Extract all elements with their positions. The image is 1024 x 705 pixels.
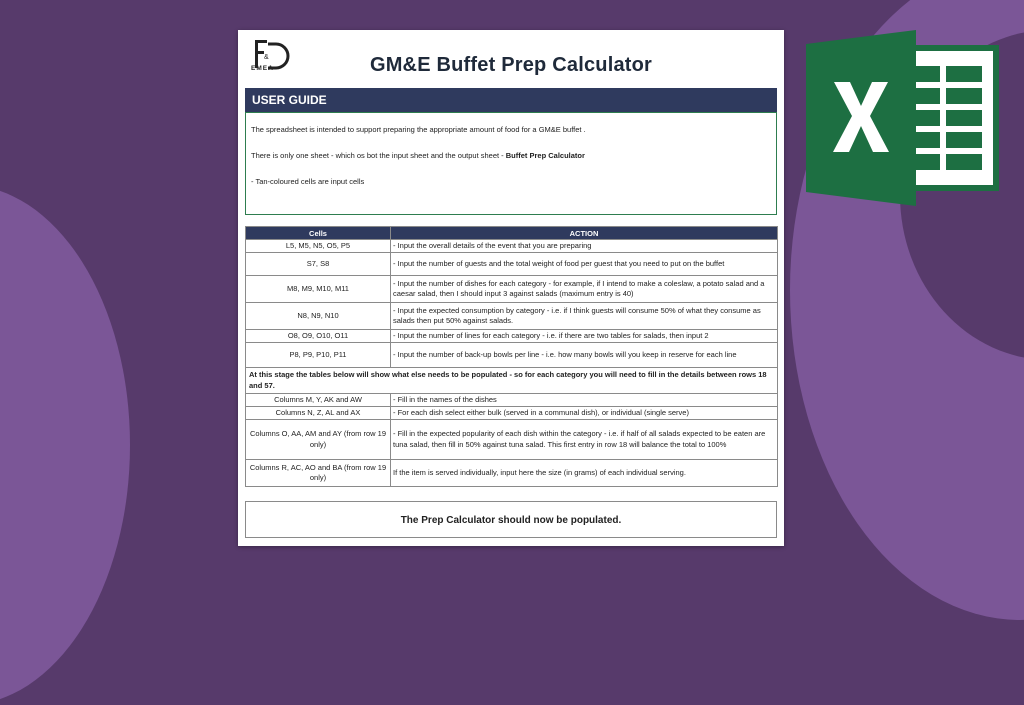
guide-line-1: The spreadsheet is intended to support preparing the appropriate amount of food for a GM&E buffet . xyxy=(251,125,586,134)
column-header-action: ACTION xyxy=(391,227,778,240)
table-row: S7, S8 - Input the number of guests and the total weight of food per guest that you need to put on the buffet xyxy=(246,253,778,276)
instructions-table xyxy=(245,226,778,487)
table-row: Columns M, Y, AK and AW - Fill in the names of the dishes xyxy=(246,394,778,407)
guide-line-3: - Tan-coloured cells are input cells xyxy=(251,177,365,186)
svg-text:&: & xyxy=(264,54,269,61)
excel-logo-icon xyxy=(806,30,1006,206)
final-note: The Prep Calculator should now be populated. xyxy=(245,501,777,538)
page-title: GM&E Buffet Prep Calculator xyxy=(369,54,653,76)
table-row: O8, O9, O10, O11 - Input the number of lines for each category - i.e. if there are two tables for salads, then input 2 xyxy=(246,330,778,343)
document-page xyxy=(238,30,784,546)
table-row: M8, M9, M10, M11 - Input the number of dishes for each category - for example, if I intend to make a coleslaw, a potato salad and a caesar salad, then I should input 3 against salads (maximum entry is 40) xyxy=(246,276,778,303)
logo-text: EMEA xyxy=(251,65,274,72)
table-row: N8, N9, N10 - Input the expected consumption by category - i.e. if I think guests will consume 50% of what they consume as salads then put 50% against salads. xyxy=(246,303,778,330)
user-guide-heading: USER GUIDE xyxy=(245,88,777,112)
user-guide-box xyxy=(245,112,777,215)
table-row: L5, M5, N5, O5, P5 - Input the overall details of the event that you are preparing xyxy=(246,240,778,253)
background-shape-left xyxy=(0,185,130,705)
table-row: Columns N, Z, AL and AX - For each dish select either bulk (served in a communal dish), or individual (single serve) xyxy=(246,407,778,420)
table-row: P8, P9, P10, P11 - Input the number of back-up bowls per line - i.e. how many bowls will you keep in reserve for each line xyxy=(246,343,778,368)
guide-line-2: There is only one sheet - which os bot the input sheet and the output sheet - Buffet Prep Calculator xyxy=(251,151,585,160)
table-row: Columns R, AC, AO and BA (from row 19 only) If the item is served individually, input here the size (in grams) of each individual serving. xyxy=(246,460,778,487)
table-row: Columns O, AA, AM and AY (from row 19 only) - Fill in the expected popularity of each dish within the category - i.e. if half of all salads expected to be eaten are tuna salad, then fill in 50% against tuna salad. This first entry in row 18 will balance the total to 100% xyxy=(246,420,778,460)
column-header-cells: Cells xyxy=(246,227,391,240)
table-note-row: At this stage the tables below will show what else needs to be populated - so for each category you will need to fill in the details between rows 18 and 57. xyxy=(246,368,778,394)
